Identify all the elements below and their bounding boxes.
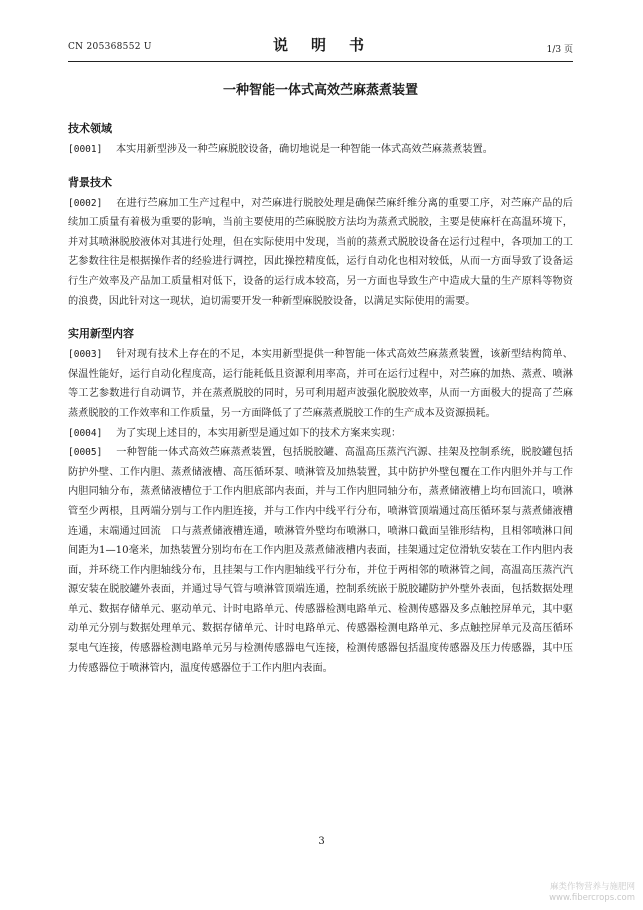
paragraph-text: 本实用新型涉及一种苎麻脱胶设备，确切地说是一种智能一体式高效苎麻蒸煮装置。: [116, 144, 493, 155]
document-title: 一种智能一体式高效苎麻蒸煮装置: [222, 83, 418, 98]
paragraph: [68, 443, 573, 678]
paragraph-text: 针对现有技术上存在的不足，本实用新型提供一种智能一体式高效苎麻蒸煮装置，该新型结构简单、保温性能好，运行自动化程度高，运行能耗低且资源利用率高，并可在运行过程中，对苎麻的加热、蒸煮、喷淋等工艺参数进行自动调节，并在蒸煮脱胶的同时，另可利用超声波强化脱胶效率，从而一方面极大的提高了苎麻蒸煮脱胶的工作效率和工作质量，另一方面降低了了苎麻蒸煮脱胶工作的生产成本及资源损耗。: [68, 349, 573, 419]
paragraph-number: [0005]: [68, 447, 103, 459]
paragraph-text: 在进行苎麻加工生产过程中，对苎麻进行脱胶处理是确保苎麻纤维分离的重要工序，对苎麻产品的后续加工质量有着极为重要的影响，当前主要使用的苎麻脱胶方法均为蒸煮式脱胶，主要是使麻杆在高温环境下，并对其喷淋脱胶液体对其进行处理，但在实际使用中发现，当前的蒸煮式脱胶设备在运行过程中，各项加工的工艺参数往往是根据操作者的经验进行调控，因此操控精度低，运行自动化也相对较低，从而一方面导致了设备运行生产效率及产品加工质量相对低下，设备的运行成本较高，另一方面也导致生产中造成大量的生产原料等物资的浪费，因此针对这一现状，迫切需要开发一种新型麻脱胶设备，以满足实际使用的需要。: [68, 197, 573, 307]
paragraph-number: [0004]: [68, 427, 103, 439]
document-header: [68, 32, 573, 58]
section-heading: 背景技术: [68, 175, 112, 189]
watermark-url: www.fibercrops.com: [549, 893, 635, 903]
page-number: 3: [318, 836, 325, 847]
paragraph-number: [0001]: [68, 144, 103, 155]
publication-number: CN 205368552 U: [68, 42, 152, 52]
paragraph-text: 一种智能一体式高效苎麻蒸煮装置，包括脱胶罐、高温高压蒸汽汽源、挂架及控制系统，脱胶罐包括防护外壁、工作内胆、蒸煮储液槽、高压循环泵、喷淋管及加热装置，其中防护外壁包覆在工作内胆外并与工作内胆同轴分布，蒸煮储液槽位于工作内胆底部内表面，并与工作内胆同轴分布，蒸煮储液槽上均布回流口，喷淋管至少两根，且两端分别与工作内胆连接，并与工作内中线平行分布，喷淋管顶端通过高压循环泵与蒸煮储液槽连通，末端通过回流 口与蒸煮储液槽连通，喷淋管外壁均布喷淋口，喷淋口截面呈锥形结构，且相邻喷淋口间间距为1—10毫米，加热装置分别均布在工作内胆及蒸煮储液槽内表面，挂架通过定位滑轨安装在工作内胆内表面，并环绕工作内胆轴线分布，且挂架与工作内胆轴线平行分布，并位于两相邻的喷淋管之间，高温高压蒸汽汽源安装在脱胶罐外表面，并通过导气管与喷淋管顶端连通，控制系统嵌于脱胶罐防护外壁外表面，包括数据处理单元、数据存储单元、驱动单元、计时电路单元、传感器检测电路单元、检测传感器及多点触控屏单元，其中驱动单元分别与数据处理单元、数据存储单元、计时电路单元、传感器检测电路单元、多点触控屏单元及高压循环泵电气连接，传感器检测电路单元另与检测传感器电气连接，检测传感器包括温度传感器及压力传感器，其中压力传感器位于喷淋管内，温度传感器位于工作内胆内表面。: [68, 447, 573, 674]
section-heading: 技术领域: [68, 122, 112, 135]
paragraph: [68, 424, 573, 444]
paragraph-number: [0003]: [68, 349, 103, 361]
paragraph: [68, 345, 573, 423]
site-watermark: [549, 882, 635, 904]
paragraph-number: [0002]: [68, 197, 103, 209]
watermark-site-name: 麻类作物营养与施肥网: [549, 882, 635, 892]
section-heading: 实用新型内容: [68, 327, 134, 341]
paragraph: [68, 140, 573, 160]
header-divider: [68, 61, 573, 62]
document-body: [68, 106, 573, 678]
paragraph: [68, 194, 573, 312]
document-type: 说 明 书: [272, 36, 368, 54]
paragraph-text: 为了实现上述目的，本实用新型是通过如下的技术方案来实现：: [116, 427, 402, 439]
page-indicator: 1/3 页: [546, 45, 573, 55]
